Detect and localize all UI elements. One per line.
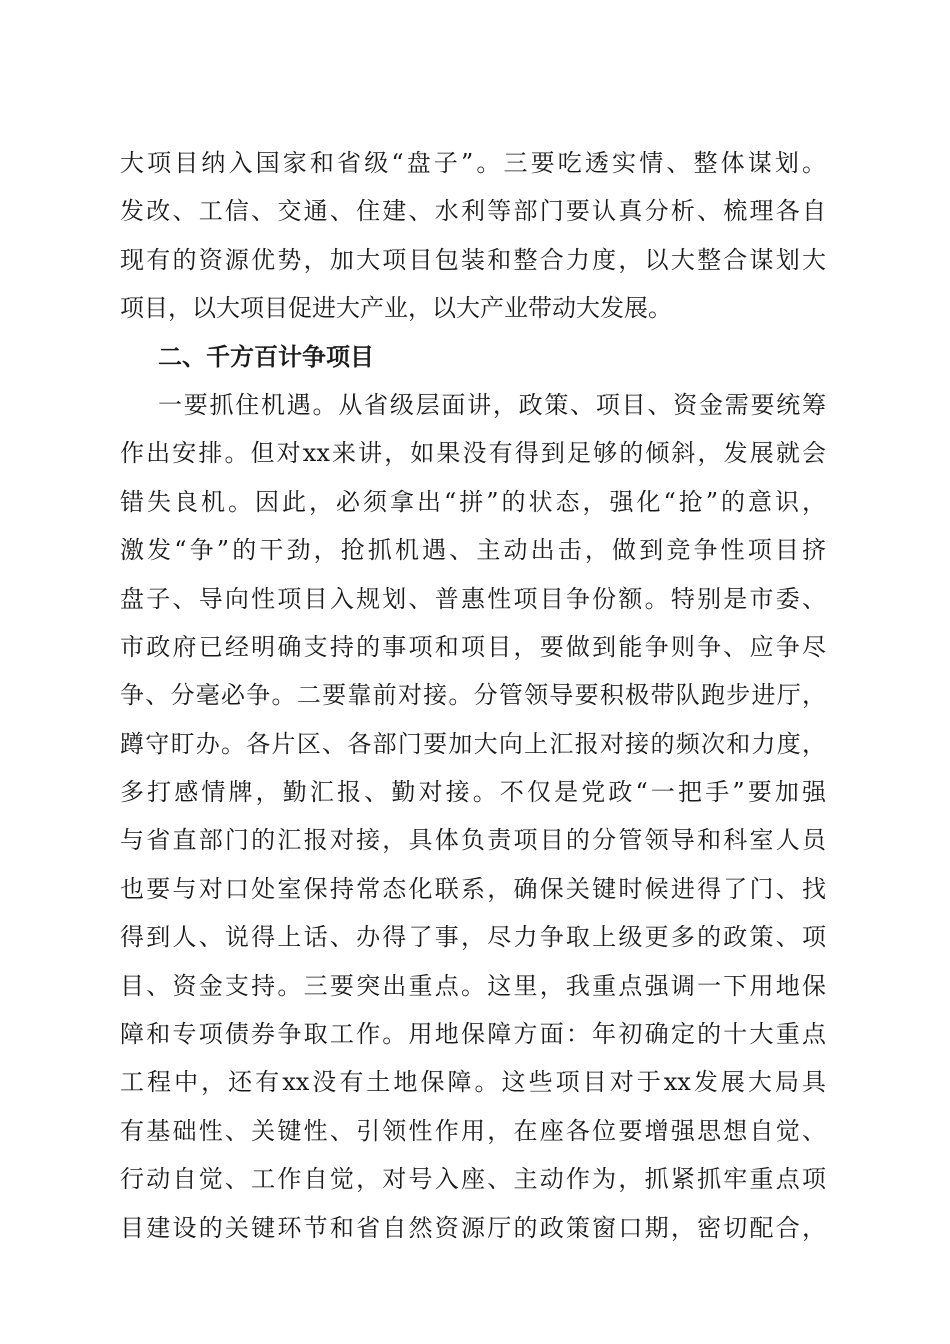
body-line: 项目，以大项目促进大产业，以大产业带动大发展。 — [120, 294, 672, 323]
body-line: 行动自觉、工作自觉，对号入座、主动作为，抓紧抓牢重点项 — [120, 1165, 826, 1194]
body-line: 障和专项债券争取工作。用地保障方面：年初确定的十大重点 — [120, 1020, 826, 1049]
body-line: 现有的资源优势，加大项目包装和整合力度，以大整合谋划大 — [120, 245, 826, 274]
body-line: 作出安排。但对xx来讲，如果没有得到足够的倾斜，发展就会 — [120, 439, 826, 468]
body-line: 蹲守盯办。各片区、各部门要加大向上汇报对接的频次和力度， — [120, 729, 826, 758]
section-heading: 二、千方百计争项目 — [158, 342, 374, 371]
body-line: 盘子、导向性项目入规划、普惠性项目争份额。特别是市委、 — [120, 584, 826, 613]
body-line: 有基础性、关键性、引领性作用，在座各位要增强思想自觉、 — [120, 1116, 826, 1145]
body-line: 市政府已经明确支持的事项和项目，要做到能争则争、应争尽 — [120, 632, 826, 661]
body-line: 目、资金支持。三要突出重点。这里，我重点强调一下用地保 — [120, 971, 826, 1000]
body-line: 得到人、说得上话、办得了事，尽力争取上级更多的政策、项 — [120, 923, 826, 952]
body-line: 与省直部门的汇报对接，具体负责项目的分管领导和科室人员 — [120, 826, 826, 855]
body-line: 大项目纳入国家和省级“盘子”。三要吃透实情、整体谋划。 — [120, 149, 826, 177]
body-line: 工程中，还有xx没有土地保障。这些项目对于xx发展大局具 — [120, 1068, 826, 1097]
body-line: 发改、工信、交通、住建、水利等部门要认真分析、梳理各自 — [120, 197, 826, 226]
body-line: 也要与对口处室保持常态化联系，确保关键时候进得了门、找 — [120, 874, 826, 903]
body-line: 争、分毫必争。二要靠前对接。分管领导要积极带队跑步进厅， — [120, 681, 826, 710]
body-line: 激发“争”的干劲，抢抓机遇、主动出击，做到竞争性项目挤 — [120, 536, 826, 565]
body-line: 多打感情牌，勤汇报、勤对接。不仅是党政“一把手”要加强 — [120, 778, 826, 807]
document-body — [120, 139, 826, 1252]
paragraph-first-line: 一要抓住机遇。从省级层面讲，政策、项目、资金需要统筹 — [158, 390, 826, 419]
body-line: 目建设的关键环节和省自然资源厅的政策窗口期，密切配合， — [120, 1213, 826, 1242]
body-line: 错失良机。因此，必须拿出“拼”的状态，强化“抢”的意识， — [120, 487, 826, 516]
